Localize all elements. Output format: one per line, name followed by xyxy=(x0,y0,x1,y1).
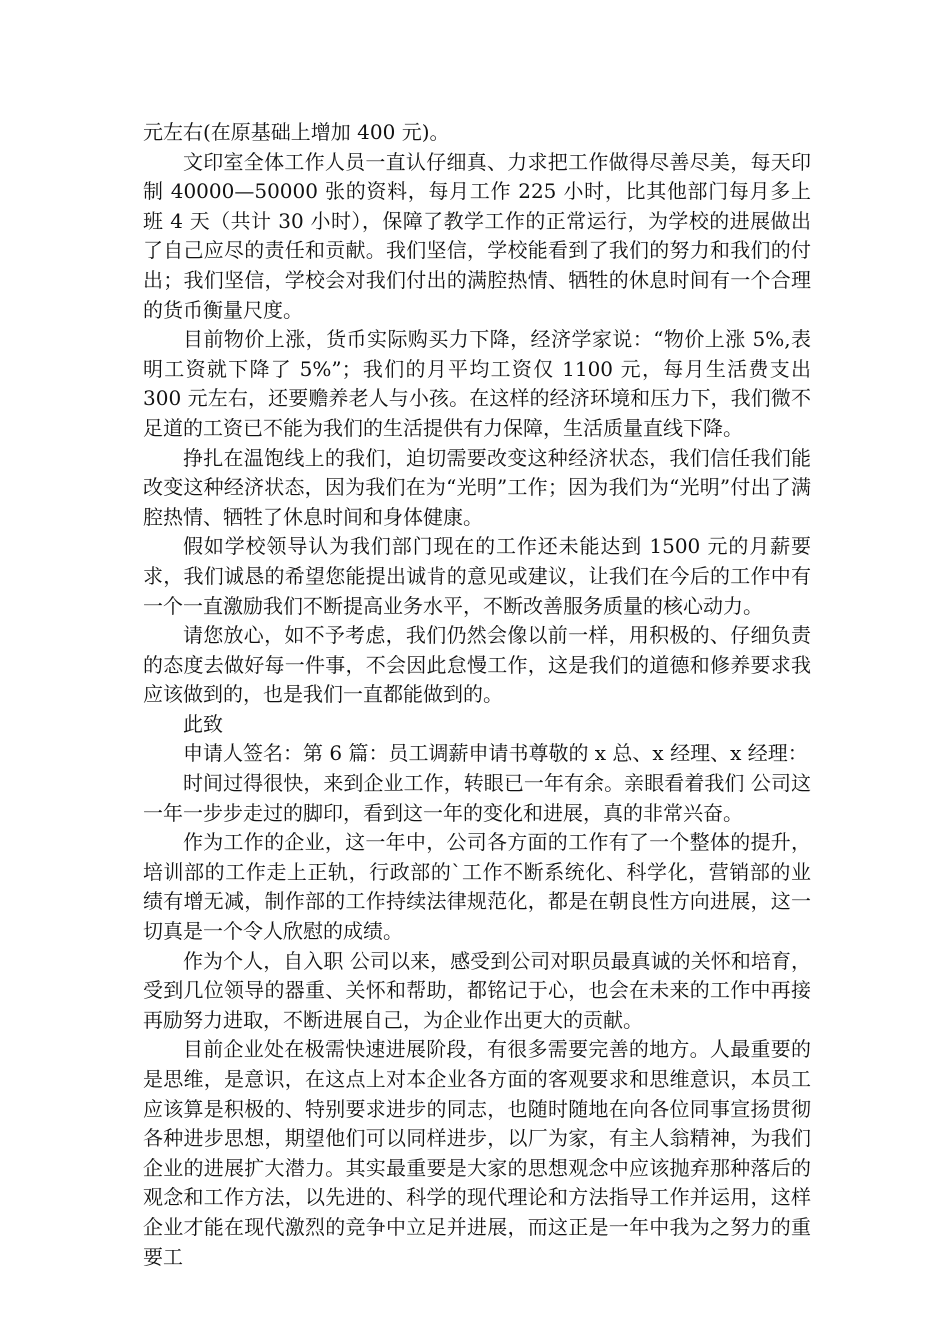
paragraph: 假如学校领导认为我们部门现在的工作还未能达到 1500 元的月薪要求，我们诚恳的希望您能提出诚肯的意见或建议，让我们在今后的工作中有一个一直激励我们不断提高业务水平，不断改善服务质量的核心动力。 xyxy=(143,534,811,618)
paragraph: 作为个人，自入职 公司以来，感受到公司对职员最真诚的关怀和培育，受到几位领导的器重、关怀和帮助，都铭记于心，也会在未来的工作中再接再励努力进取，不断进展自己，为企业作出更大的贡献。 xyxy=(143,948,811,1032)
paragraph: 时间过得很快，来到企业工作，转眼已一年有余。亲眼看着我们 公司这一年一步步走过的脚印，看到这一年的变化和进展，真的非常兴奋。 xyxy=(143,771,811,825)
signature-heading: 申请人签名：第 6 篇：员工调薪申请书尊敬的 x 总、x 经理、x 经理： xyxy=(183,741,808,766)
paragraph: 目前企业处在极需快速进展阶段，有很多需要完善的地方。人最重要的是思维，是意识，在这点上对本企业各方面的客观要求和思维意识，本员工应该算是积极的、特别要求进步的同志，也随时随地在向各位同事宣扬贯彻各种进步思想，期望他们可以同样进步，以厂为家，有主人翁精神，为我们 企业的进展扩大潜力。其实最重要是大家的思想观念中应该抛弃那种落后的观念和工作方法，以先进的、科学的现代理论和方法指导工作并运用，这样企业才能在现代激烈的竞争中立足并进展，而这正是一年中我为之努力的重要工 xyxy=(143,1037,811,1269)
paragraph: 目前物价上涨，货币实际购买力下降，经济学家说：“物价上涨 5%,表明工资就下降了 5%”；我们的月平均工资仅 1100 元，每月生活费支出 300 元左右，还要赡养老人与小孩。在这样的经济环境和压力下，我们微不足道的工资已不能为我们的生活提供有力保障，生活质量直线下降。 xyxy=(143,327,811,440)
paragraph: 作为工作的企业，这一年中，公司各方面的工作有了一个整体的提升，培训部的工作走上正轨，行政部的`工作不断系统化、科学化，营销部的业绩有增无减，制作部的工作持续法律规范化，都是在朝良性方向进展，这一切真是一个令人欣慰的成绩。 xyxy=(143,830,811,944)
paragraph: 挣扎在温饱线上的我们，迫切需要改变这种经济状态，我们信任我们能改变这种经济状态，因为我们在为“光明”工作；因为我们为“光明”付出了满腔热情、牺牲了休息时间和身体健康。 xyxy=(143,445,811,529)
paragraph: 文印室全体工作人员一直认仔细真、力求把工作做得尽善尽美，每天印制 40000—50000 张的资料，每月工作 225 小时，比其他部门每月多上班 4 天（共计 30 小时），保障了教学工作的正常运行，为学校的进展做出了自己应尽的责任和贡献。我们坚信，学校能看到了我们的努力和我们的付出；我们坚信，学校会对我们付出的满腔热情、牺牲的休息时间有一个合理的货币衡量尺度。 xyxy=(143,149,811,322)
paragraph: 元左右(在原基础上增加 400 元)。 xyxy=(143,120,450,144)
document-body xyxy=(143,118,811,1272)
salutation-closing: 此致 xyxy=(183,711,223,736)
paragraph: 请您放心，如不予考虑，我们仍然会像以前一样，用积极的、仔细负责的态度去做好每一件事，不会因此怠慢工作，这是我们的道德和修养要求我应该做到的，也是我们一直都能做到的。 xyxy=(143,623,811,707)
